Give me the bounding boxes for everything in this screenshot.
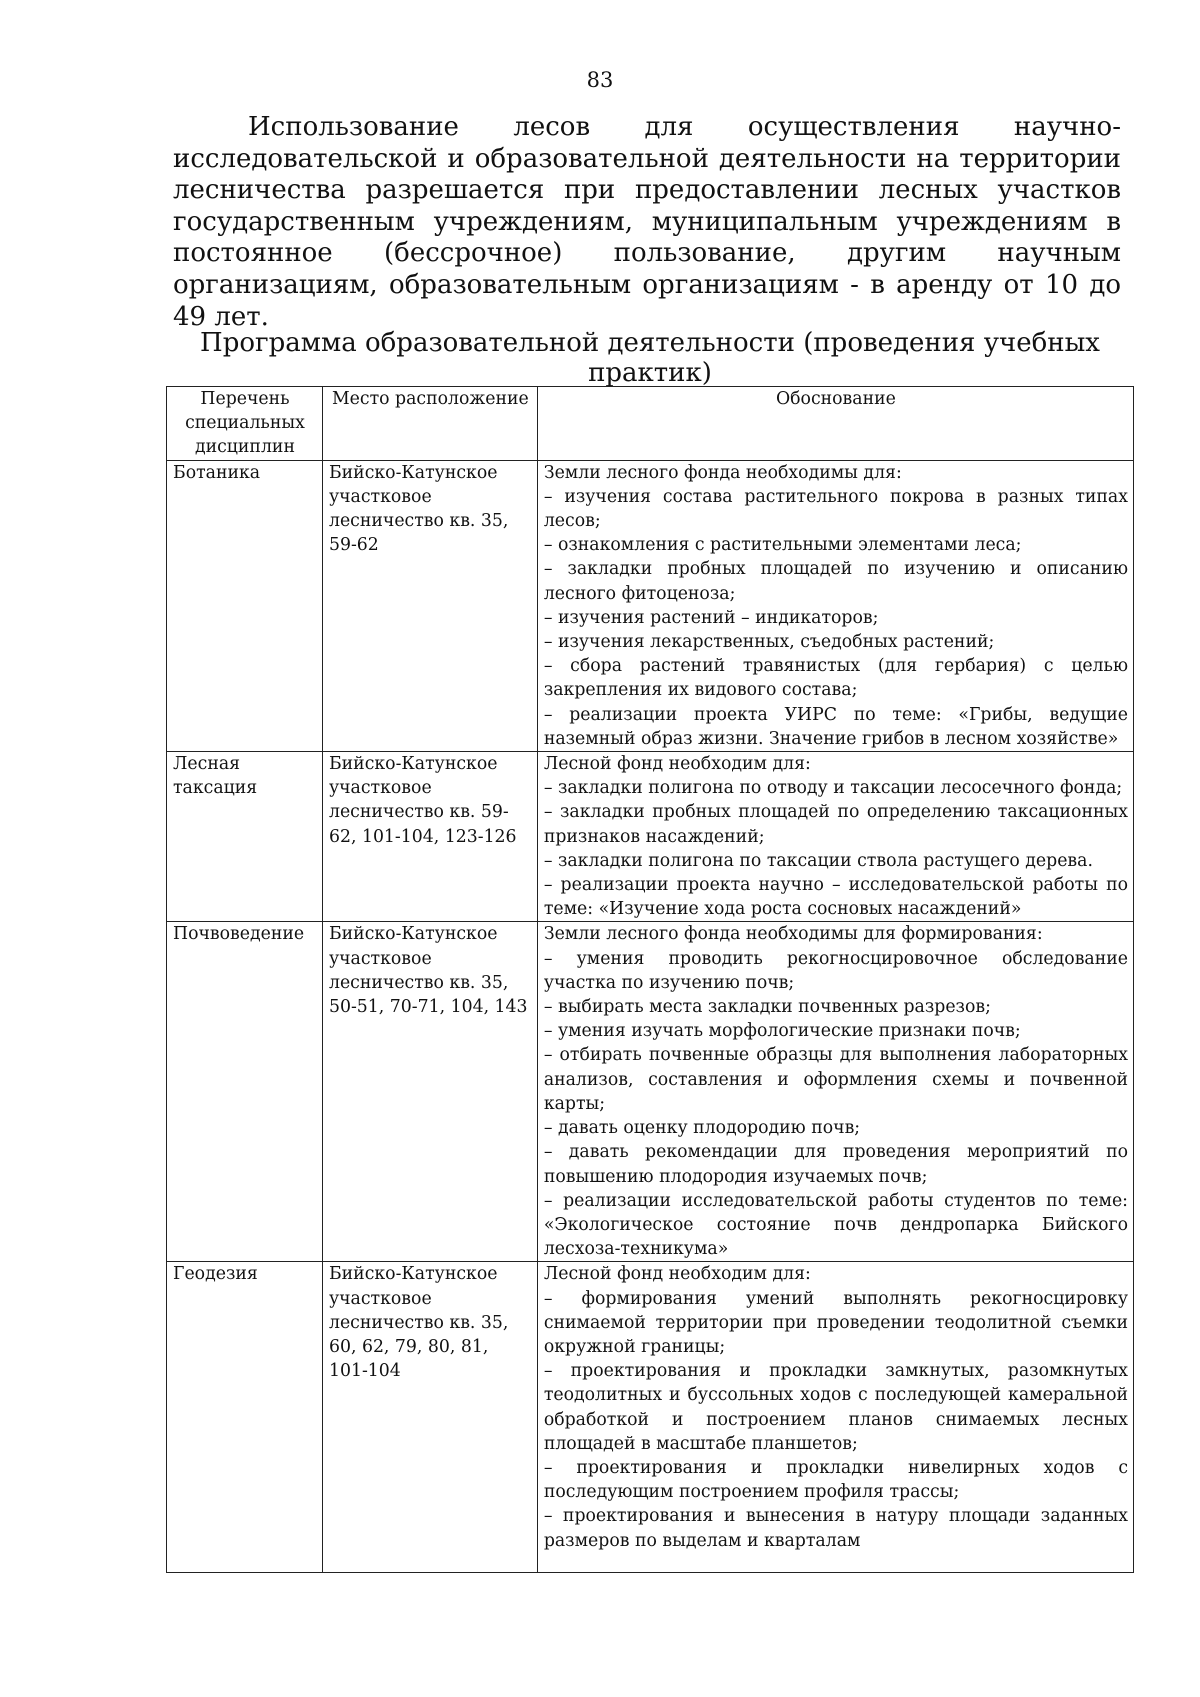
justification-line: – реализации проекта УИРС по теме: «Грибы, ведущие наземный образ жизни. Значение грибов в лесном хозяйстве» <box>543 704 1128 749</box>
table-header-row <box>167 387 1134 461</box>
justification-line: Земли лесного фонда необходимы для: <box>543 462 902 483</box>
justification-line: – отбирать почвенные образцы для выполнения лабораторных анализов, составления и оформления схемы и почвенной карты; <box>543 1045 1128 1114</box>
header-location: Место расположение <box>322 387 537 461</box>
justification-line: – закладки пробных площадей по определению таксационных признаков насаждений; <box>543 802 1128 847</box>
justification-line: – закладки пробных площадей по изучению и описанию лесного фитоценоза; <box>543 559 1128 604</box>
justification-line: – умения изучать морфологические признаки почв; <box>543 1021 1021 1042</box>
justification-line: – проектирования и прокладки нивелирных ходов с последующим построением профиля трассы; <box>543 1457 1128 1503</box>
justification-line: – реализации проекта научно – исследовательской работы по теме: «Изучение хода роста сосновых насаждений» <box>543 875 1128 920</box>
justification-line: – выбирать места закладки почвенных разрезов; <box>543 997 991 1018</box>
justification-line: – реализации исследовательской работы студентов по теме: «Экологическое состояние почв дендропарка Бийского лесхоза-техникума» <box>543 1190 1128 1260</box>
justification-cell <box>537 1262 1133 1573</box>
justification-line: Лесной фонд необходим для: <box>543 1264 811 1285</box>
justification-line: – закладки полигона по отводу и таксации лесосечного фонда; <box>543 778 1123 799</box>
table-row <box>167 922 1134 1262</box>
intro-paragraph: Использование лесов для осуществления научно-исследовательской и образовательной деятельности на территории лесничества разрешается при предоставлении лесных участков государственным учреждениям, муниципальным учреждениям в постоянное (бессрочное) пользование, другим научным организациям, образовательным организациям - в аренду от 10 до 49 лет. <box>173 112 1121 332</box>
justification-cell <box>537 922 1133 1262</box>
location-cell: Бийско-Катунское участковое лесничество кв. 35, 50-51, 70-71, 104, 143 <box>322 922 537 1262</box>
justification-line: Лесной фонд необходим для: <box>543 754 811 775</box>
justification-line: – проектирования и прокладки замкнутых, разомкнутых теодолитных и буссольных ходов с последующей камеральной обработкой и построением планов снимаемых лесных площадей в масштабе планшетов; <box>543 1361 1128 1454</box>
header-discipline: Перечень специальных дисциплин <box>167 387 323 461</box>
justification-line: – давать оценку плодородию почв; <box>543 1118 861 1139</box>
justification-line: – умения проводить рекогносцировочное обследование участка по изучению почв; <box>543 948 1128 993</box>
table-row <box>167 752 1134 922</box>
discipline-cell: Лесная таксация <box>167 752 323 922</box>
header-justification: Обоснование <box>537 387 1133 461</box>
justification-line: – давать рекомендации для проведения мероприятий по повышению плодородия изучаемых почв; <box>543 1142 1128 1187</box>
program-title: Программа образовательной деятельности (проведения учебных практик) <box>200 328 1100 388</box>
table-row <box>167 460 1134 751</box>
discipline-cell: Почвоведение <box>167 922 323 1262</box>
justification-line: Земли лесного фонда необходимы для формирования: <box>543 924 1043 945</box>
justification-line: – ознакомления с растительными элементами леса; <box>543 535 1022 556</box>
justification-line: – изучения состава растительного покрова в разных типах лесов; <box>543 486 1128 532</box>
location-cell: Бийско-Катунское участковое лесничество кв. 59-62, 101-104, 123-126 <box>322 752 537 922</box>
justification-line: – изучения лекарственных, съедобных растений; <box>543 632 995 653</box>
justification-line: – формирования умений выполнять рекогносцировку снимаемой территории при проведении теодолитной съемки окружной границы; <box>543 1288 1128 1357</box>
location-cell: Бийско-Катунское участковое лесничество кв. 35, 60, 62, 79, 80, 81, 101-104 <box>322 1262 537 1573</box>
location-cell: Бийско-Катунское участковое лесничество кв. 35, 59-62 <box>322 460 537 751</box>
discipline-cell: Ботаника <box>167 460 323 751</box>
program-table <box>166 386 1134 1573</box>
justification-line: – проектирования и вынесения в натуру площади заданных размеров по выделам и кварталам <box>543 1506 1128 1551</box>
justification-cell <box>537 460 1133 751</box>
page-number: 83 <box>586 68 614 92</box>
justification-line: – закладки полигона по таксации ствола растущего дерева. <box>543 850 1093 871</box>
justification-line: – сбора растений травянистых (для гербария) с целью закрепления их видового состава; <box>543 656 1128 701</box>
justification-line: – изучения растений – индикаторов; <box>543 607 879 628</box>
table-row <box>167 1262 1134 1573</box>
justification-cell <box>537 752 1133 922</box>
discipline-cell: Геодезия <box>167 1262 323 1573</box>
